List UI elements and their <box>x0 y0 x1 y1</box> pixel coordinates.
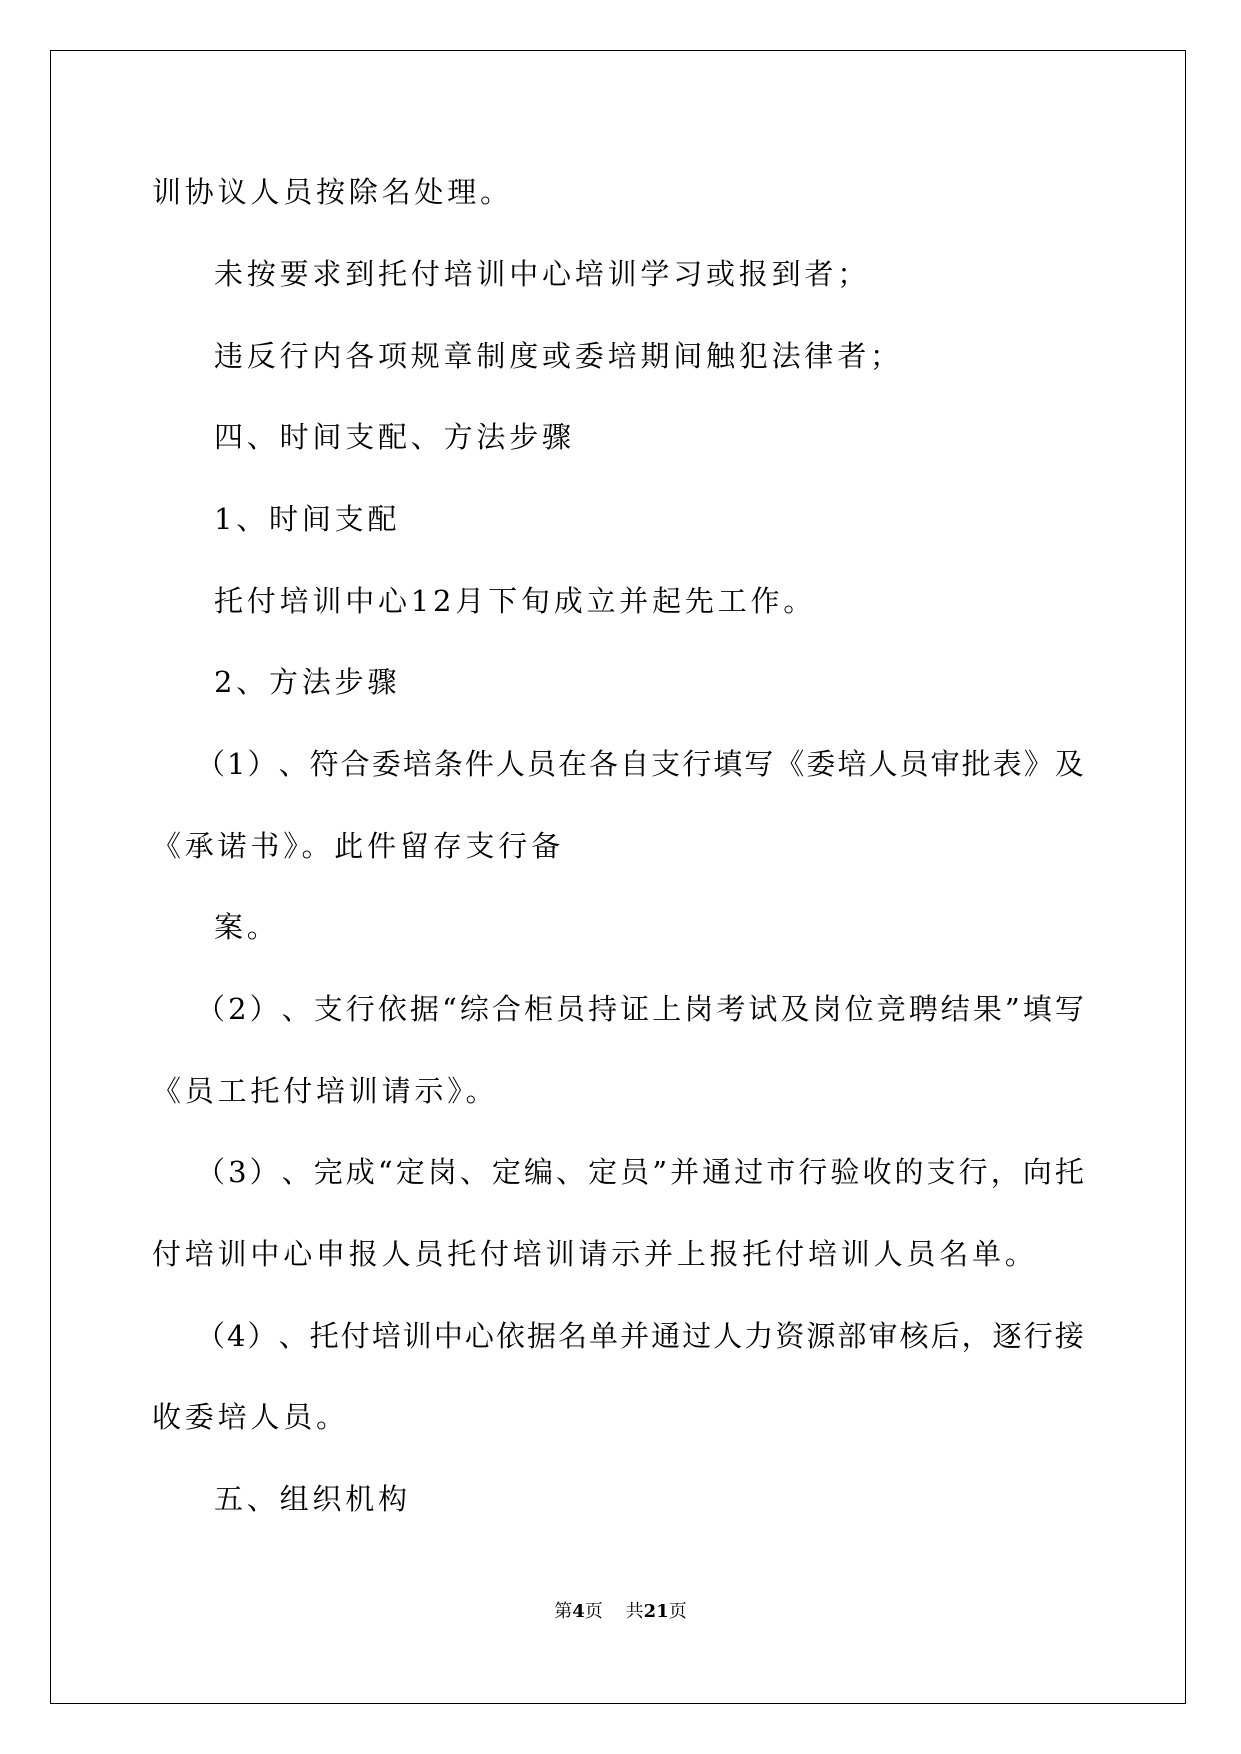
page-label-prefix: 第 <box>554 1601 573 1622</box>
page-label-suffix: 页 <box>584 1601 603 1622</box>
page-border <box>50 50 1186 1704</box>
text-line: 托付培训中心12月下旬成立并起先工作。 <box>214 584 817 618</box>
text-line: （ 4 ） 、 托 付 培 训 中 心 依 据 名 单 并 通 过 人 力 资 源 部 审 核 后 ， 逐 行 接 <box>196 1319 1084 1353</box>
text-line: 案。 <box>214 910 280 944</box>
text-line: 《员工托付培训请示》。 <box>152 1074 499 1108</box>
text-line: 收委培人员。 <box>152 1400 349 1434</box>
section-heading: 五、组织机构 <box>214 1482 411 1516</box>
page-footer <box>0 1597 1241 1623</box>
text-line: （ 2 ） 、 支 行 依 据 “ 综 合 柜 员 持 证 上 岗 考 试 及 岗 位 竞 聘 结 果 ” 填 写 <box>196 992 1084 1026</box>
text-line: （ 3 ） 、 完 成 “ 定 岗 、 定 编 、 定 员 ” 并 通 过 市 行 验 收 的 支 行 ， 向 托 <box>196 1155 1084 1189</box>
section-heading: 四、时间支配、方法步骤 <box>214 420 575 454</box>
text-line: 未按要求到托付培训中心培训学习或报到者； <box>214 257 871 291</box>
text-line: 付培训中心申报人员托付培训请示并上报托付培训人员名单。 <box>152 1237 1038 1271</box>
subsection-heading: 2、方法步骤 <box>214 665 401 699</box>
text-line: 训协议人员按除名处理。 <box>152 175 513 209</box>
total-pages: 21 <box>643 1601 669 1622</box>
total-label-suffix: 页 <box>668 1601 687 1622</box>
text-line: （ 1 ） 、 符 合 委 培 条 件 人 员 在 各 自 支 行 填 写 《 委 培 人 员 审 批 表 》 及 <box>196 747 1084 781</box>
page-number: 4 <box>572 1601 585 1622</box>
total-label-prefix: 共 <box>625 1601 644 1622</box>
subsection-heading: 1、时间支配 <box>214 502 401 536</box>
text-line: 《承诺书》。此件留存支行备 <box>152 829 564 863</box>
text-line: 违反行内各项规章制度或委培期间触犯法律者； <box>214 339 903 373</box>
